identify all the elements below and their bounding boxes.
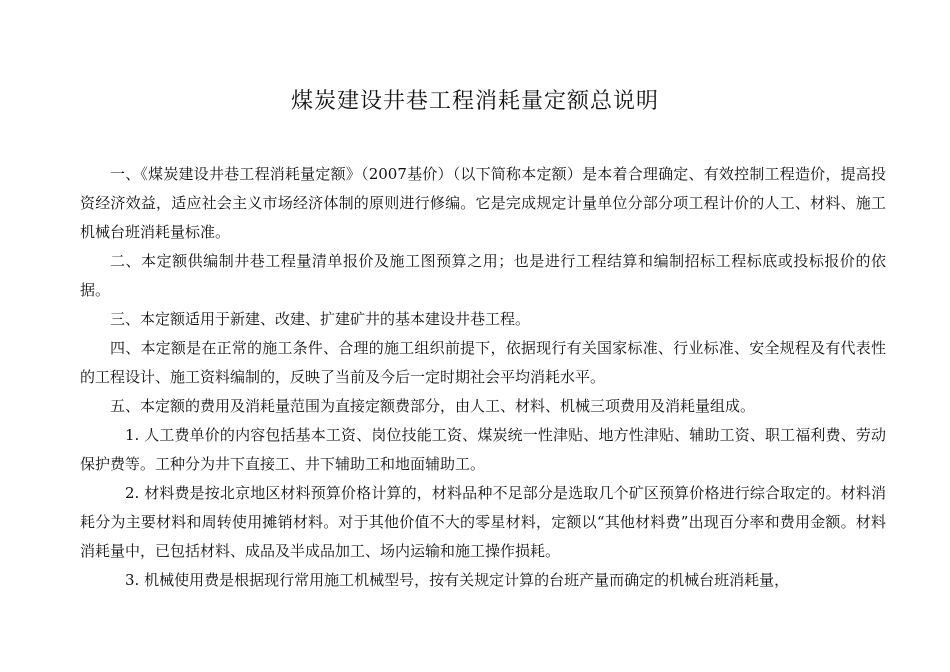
paragraph-2: 二、本定额供编制井巷工程量清单报价及施工图预算之用；也是进行工程结算和编制招标工程标底或投标报价的依据。: [80, 252, 886, 299]
paragraph-1: 一、《煤炭建设井巷工程消耗量定额》（2007基价）（以下简称本定额）是本着合理确定、有效控制工程造价，提高投资经济效益，适应社会主义市场经济体制的原则进行修编。它是完成规定计量单位分部分项工程计价的人工、材料、施工机械台班消耗量标准。: [80, 165, 886, 241]
paragraph-5: 五、本定额的费用及消耗量范围为直接定额费部分，由人工、材料、机械三项费用及消耗量组成。: [110, 397, 756, 415]
list-item-machine-cost: 3. 机械使用费是根据现行常用施工机械型号，按有关规定计算的台班产量而确定的机械台班消耗量，: [125, 571, 790, 589]
paragraph-4: 四、本定额是在正常的施工条件、合理的施工组织前提下，依据现行有关国家标准、行业标准、安全规程及有代表性的工程设计、施工资料编制的，反映了当前及今后一定时期社会平均消耗水平。: [80, 339, 886, 386]
paragraph-3: 三、本定额适用于新建、改建、扩建矿井的基本建设井巷工程。: [110, 310, 531, 328]
document-title: 煤炭建设井巷工程消耗量定额总说明: [290, 89, 659, 114]
list-item-material-cost: 2. 材料费是按北京地区材料预算价格计算的，材料品种不足部分是选取几个矿区预算价格进行综合取定的。材料消耗分为主要材料和周转使用摊销材料。对于其他价值不大的零星材料，定额以“其他材料费”出现百分率和费用金额。材料消耗量中，已包括材料、成品及半成品加工、场内运输和施工操作损耗。: [80, 484, 886, 560]
list-item-labor-cost: 1. 人工费单价的内容包括基本工资、岗位技能工资、煤炭统一性津贴、地方性津贴、辅助工资、职工福利费、劳动保护费等。工种分为井下直接工、井下辅助工和地面辅助工。: [80, 426, 886, 473]
document-body: [80, 160, 886, 595]
